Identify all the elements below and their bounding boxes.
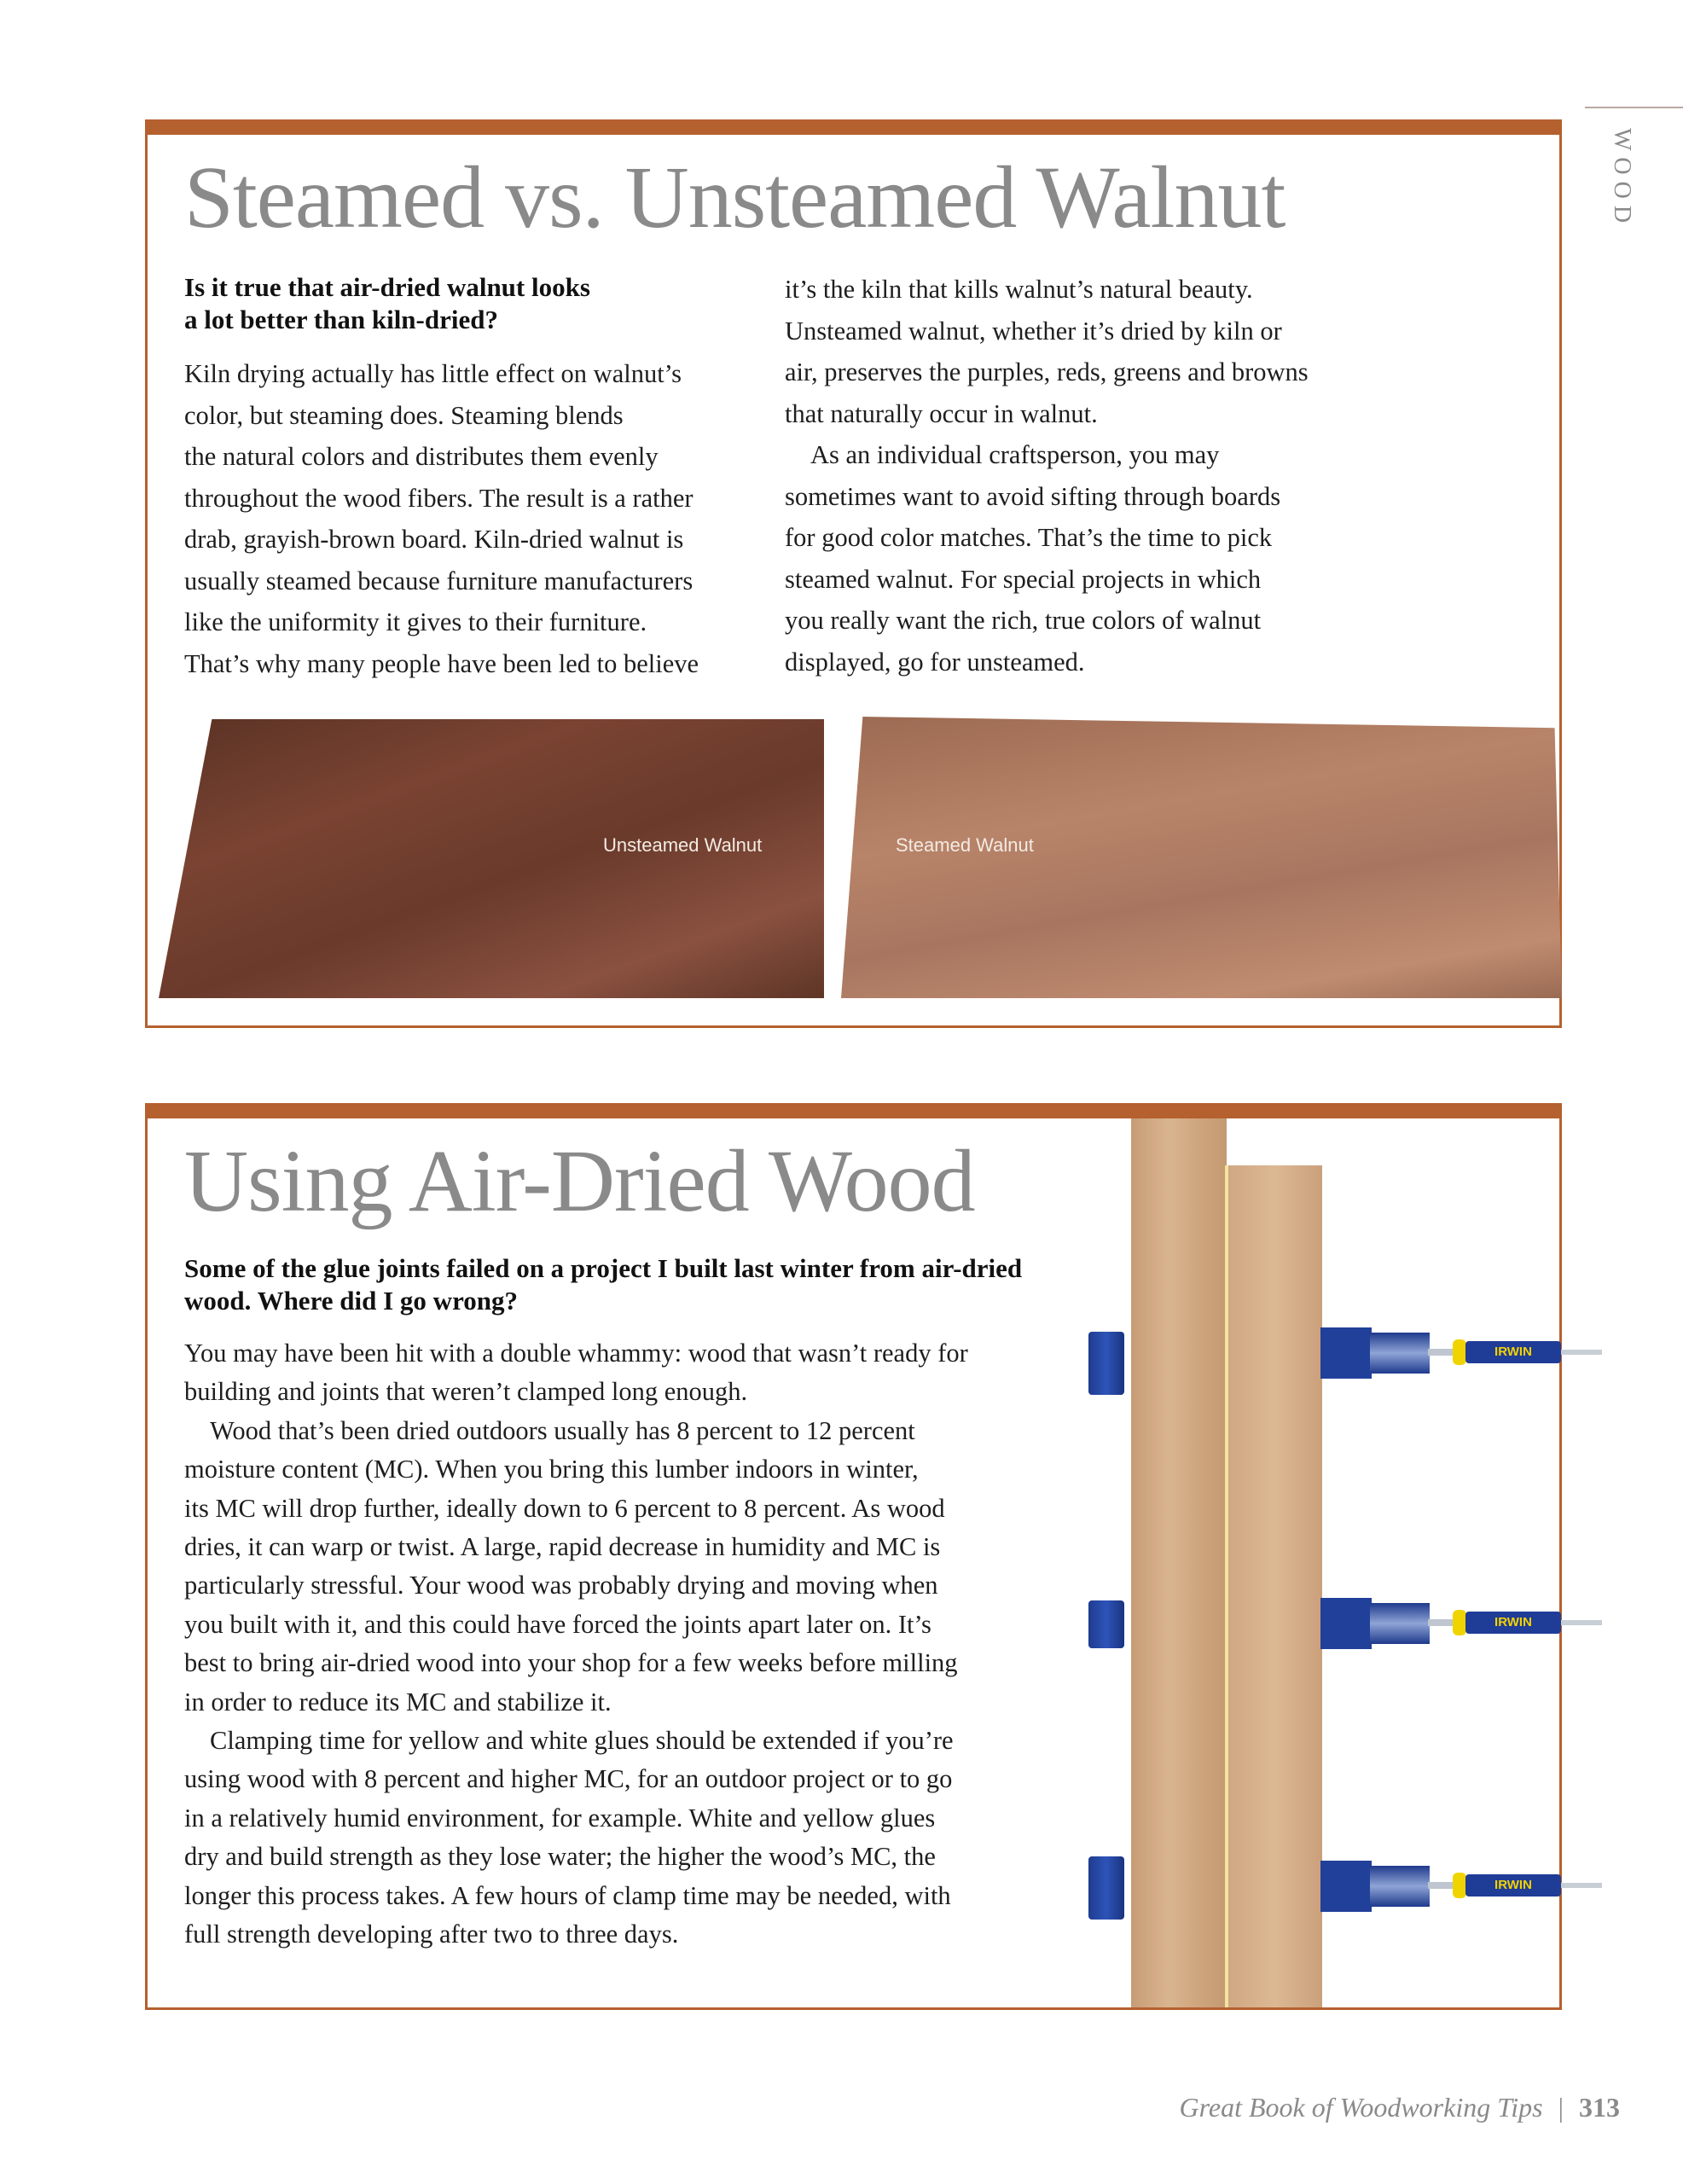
text-line: best to bring air-dried wood into your shop for a few weeks before milling [184, 1648, 958, 1678]
section-header-bar [145, 1103, 1562, 1118]
text-line: Clamping time for yellow and white glues should be extended if you’re [210, 1726, 954, 1756]
bar-clamp [1320, 1327, 1602, 1379]
unsteamed-walnut-board-image [159, 719, 824, 998]
question-line: a lot better than kiln-dried? [184, 305, 498, 334]
text-line: full strength developing after two to three days. [184, 1920, 679, 1949]
text-line: displayed, go for unsteamed. [785, 647, 1085, 677]
bar-clamp [1320, 1861, 1602, 1912]
text-line: steamed walnut. For special projects in which [785, 564, 1262, 594]
question [184, 271, 628, 336]
text-line: That’s why many people have been led to believe [184, 648, 699, 678]
clamp-brand-label: IRWIN [1465, 1874, 1561, 1896]
text-line: As an individual craftsperson, you may [810, 440, 1220, 469]
footer-separator: | [1558, 2092, 1564, 2123]
text-line: building and joints that weren’t clamped long enough. [184, 1377, 748, 1407]
text-line: longer this process takes. A few hours of clamp time may be needed, with [184, 1880, 951, 1910]
steamed-walnut-board-image [841, 717, 1562, 998]
text-line: dries, it can warp or twist. A large, rapid decrease in humidity and MC is [184, 1532, 941, 1562]
text-line: that naturally occur in walnut. [785, 398, 1098, 428]
text-line: Unsteamed walnut, whether it’s dried by kiln or [785, 316, 1282, 346]
page-footer [1180, 2092, 1621, 2123]
clamp-brand-label: IRWIN [1465, 1341, 1561, 1363]
text-line: you built with it, and this could have forced the joints apart later on. It’s [184, 1609, 931, 1639]
clamp-brand-label: IRWIN [1465, 1612, 1561, 1634]
text-line: usually steamed because furniture manufacturers [184, 566, 694, 595]
unsteamed-walnut-caption: Unsteamed Walnut [603, 834, 763, 856]
side-tab-rule [1585, 107, 1683, 108]
question-line: Some of the glue joints failed on a project I built last winter from air-dried [184, 1253, 1023, 1283]
board-left [1131, 1118, 1227, 2007]
section-steamed-walnut [145, 119, 1562, 1028]
text-line: the natural colors and distributes them evenly [184, 442, 659, 471]
text-line: in a relatively humid environment, for example. White and yellow glues [184, 1803, 936, 1833]
side-tab-label: WOOD [1609, 128, 1635, 230]
text-line: you really want the rich, true colors of walnut [785, 606, 1262, 635]
steamed-walnut-caption: Steamed Walnut [896, 834, 1034, 856]
text-line: it’s the kiln that kills walnut’s natural beauty. [785, 275, 1253, 304]
text-line: for good color matches. That’s the time to pick [785, 523, 1273, 552]
body-text [184, 1334, 1037, 1955]
clamp-jaw-left [1088, 1600, 1124, 1648]
clamp-jaw-left [1088, 1332, 1124, 1395]
text-line: particularly stressful. Your wood was probably drying and moving when [184, 1571, 938, 1600]
clamped-boards-photo [1088, 1118, 1559, 2007]
page-number: 313 [1579, 2092, 1620, 2123]
text-line: sometimes want to avoid sifting through boards [785, 481, 1281, 511]
text-line: dry and build strength as they lose water; the higher the wood’s MC, the [184, 1842, 936, 1872]
column-2 [785, 269, 1399, 682]
clamp-jaw-left [1088, 1856, 1124, 1920]
book-title: Great Book of Woodworking Tips [1179, 2092, 1543, 2123]
text-line: Kiln drying actually has little effect on walnut’s [184, 359, 682, 388]
text-line: color, but steaming does. Steaming blends [184, 400, 624, 430]
column-1 [184, 353, 781, 684]
text-line: drab, grayish-brown board. Kiln-dried walnut is [184, 525, 684, 554]
text-line: You may have been hit with a double whammy: wood that wasn’t ready for [184, 1339, 968, 1368]
text-line: throughout the wood fibers. The result is a rather [184, 483, 694, 513]
text-line: Wood that’s been dried outdoors usually has 8 percent to 12 percent [210, 1415, 915, 1445]
text-line: in order to reduce its MC and stabilize it. [184, 1687, 612, 1716]
board-right [1228, 1165, 1322, 2007]
bar-clamp [1320, 1598, 1602, 1649]
text-line: like the uniformity it gives to their furniture. [184, 607, 647, 636]
section-header-bar [145, 119, 1562, 135]
question [184, 1252, 1054, 1317]
text-line: moisture content (MC). When you bring this lumber indoors in winter, [184, 1455, 919, 1484]
text-line: its MC will drop further, ideally down to 6 percent to 8 percent. As wood [184, 1493, 945, 1523]
question-line: wood. Where did I go wrong? [184, 1286, 519, 1316]
text-line: air, preserves the purples, reds, greens and browns [785, 357, 1309, 386]
section-air-dried-wood [145, 1103, 1562, 2010]
text-line: using wood with 8 percent and higher MC, for an outdoor project or to go [184, 1764, 953, 1794]
question-line: Is it true that air-dried walnut looks [184, 272, 590, 302]
section-title: Using Air-Dried Wood [184, 1132, 975, 1230]
section-title: Steamed vs. Unsteamed Walnut [184, 148, 1285, 247]
